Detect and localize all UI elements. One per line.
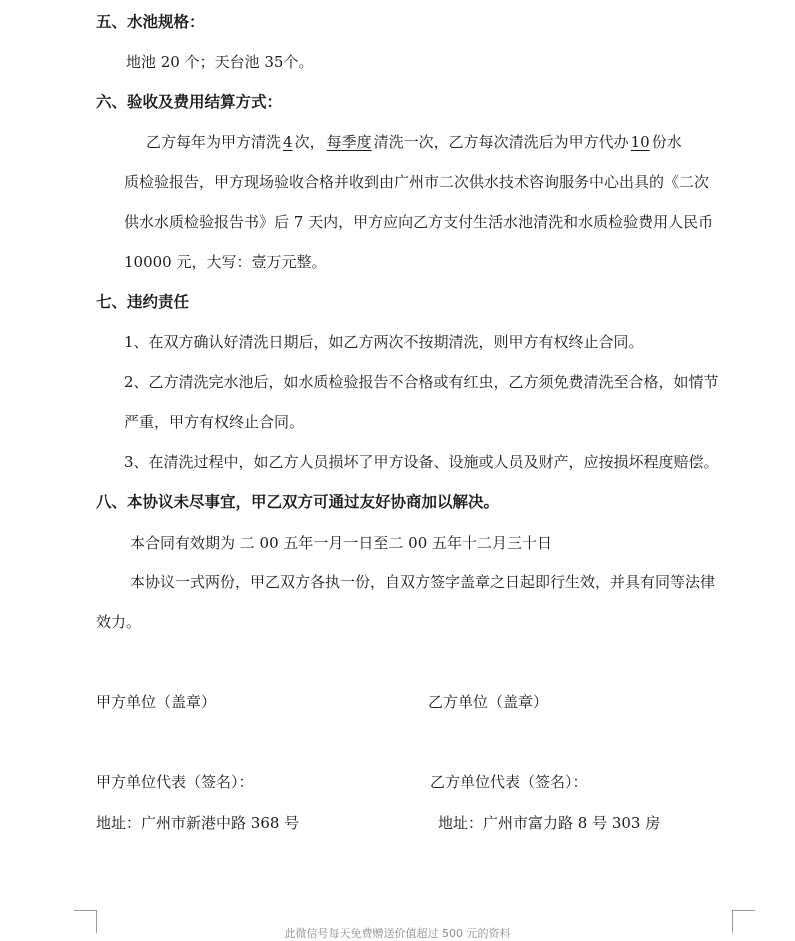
section6-text-c: 清洗一次，乙方每次清洗后为甲方代办 — [373, 133, 629, 151]
party-a-unit-seal: 甲方单位（盖章） — [96, 693, 217, 711]
section6-paragraph-line2: 质检验报告，甲方现场验收合格并收到由广州市二次供水技术咨询服务中心出具的《二次 — [124, 173, 710, 191]
party-b-unit-seal: 乙方单位（盖章） — [428, 693, 549, 711]
section6-heading: 六、验收及费用结算方式： — [96, 92, 283, 111]
section6-text-a: 乙方每年为甲方清洗 — [146, 133, 282, 151]
section8-heading: 八、本协议未尽事宜，甲乙双方可通过友好协商加以解决。 — [96, 492, 500, 511]
agreement-copies-line1: 本协议一式两份，甲乙双方各执一份，自双方签字盖章之日起即行生效，并具有同等法律 — [130, 573, 716, 591]
section5-text: 地池 20 个；天台池 35个。 — [126, 53, 314, 71]
section7-heading: 七、违约责任 — [96, 292, 190, 311]
section6-paragraph-line3: 供水水质检验报告书》后 7 天内，甲方应向乙方支付生活水池清洗和水质检验费用人民币 — [124, 213, 714, 231]
section7-item2-line1: 2、乙方清洗完水池后，如水质检验报告不合格或有红虫，乙方须免费清洗至合格，如情节 — [124, 373, 719, 391]
party-a-address: 地址：广州市新港中路 368 号 — [96, 814, 300, 832]
footer-watermark: 此微信号每天免费赠送价值超过 500 元的资料 — [284, 927, 511, 940]
section6-text-b: 次， — [294, 133, 325, 151]
party-b-representative: 乙方单位代表（签名）： — [430, 773, 588, 791]
section6-paragraph-line1 — [146, 132, 682, 152]
party-b-address: 地址：广州市富力路 8 号 303 房 — [438, 814, 661, 832]
section7-item1: 1、在双方确认好清洗日期后，如乙方两次不按期清洗，则甲方有权终止合同。 — [124, 333, 644, 351]
section7-item3: 3、在清洗过程中，如乙方人员损坏了甲方设备、设施或人员及财产，应按损坏程度赔偿。 — [124, 453, 719, 471]
party-a-representative: 甲方单位代表（签名）： — [96, 773, 254, 791]
section7-item2-line2: 严重，甲方有权终止合同。 — [124, 413, 305, 431]
cleaning-period-value: 每季度 — [326, 133, 372, 151]
agreement-copies-line2: 效力。 — [96, 613, 142, 631]
report-copies-value: 10 — [630, 133, 650, 151]
cleaning-times-value: 4 — [283, 133, 293, 151]
section5-heading: 五、水池规格： — [96, 12, 205, 31]
contract-validity: 本合同有效期为 二 00 五年一月一日至二 00 五年十二月三十日 — [130, 534, 553, 552]
section6-text-d: 份水 — [651, 133, 682, 151]
section6-paragraph-line4: 10000 元，大写：壹万元整。 — [124, 253, 327, 271]
